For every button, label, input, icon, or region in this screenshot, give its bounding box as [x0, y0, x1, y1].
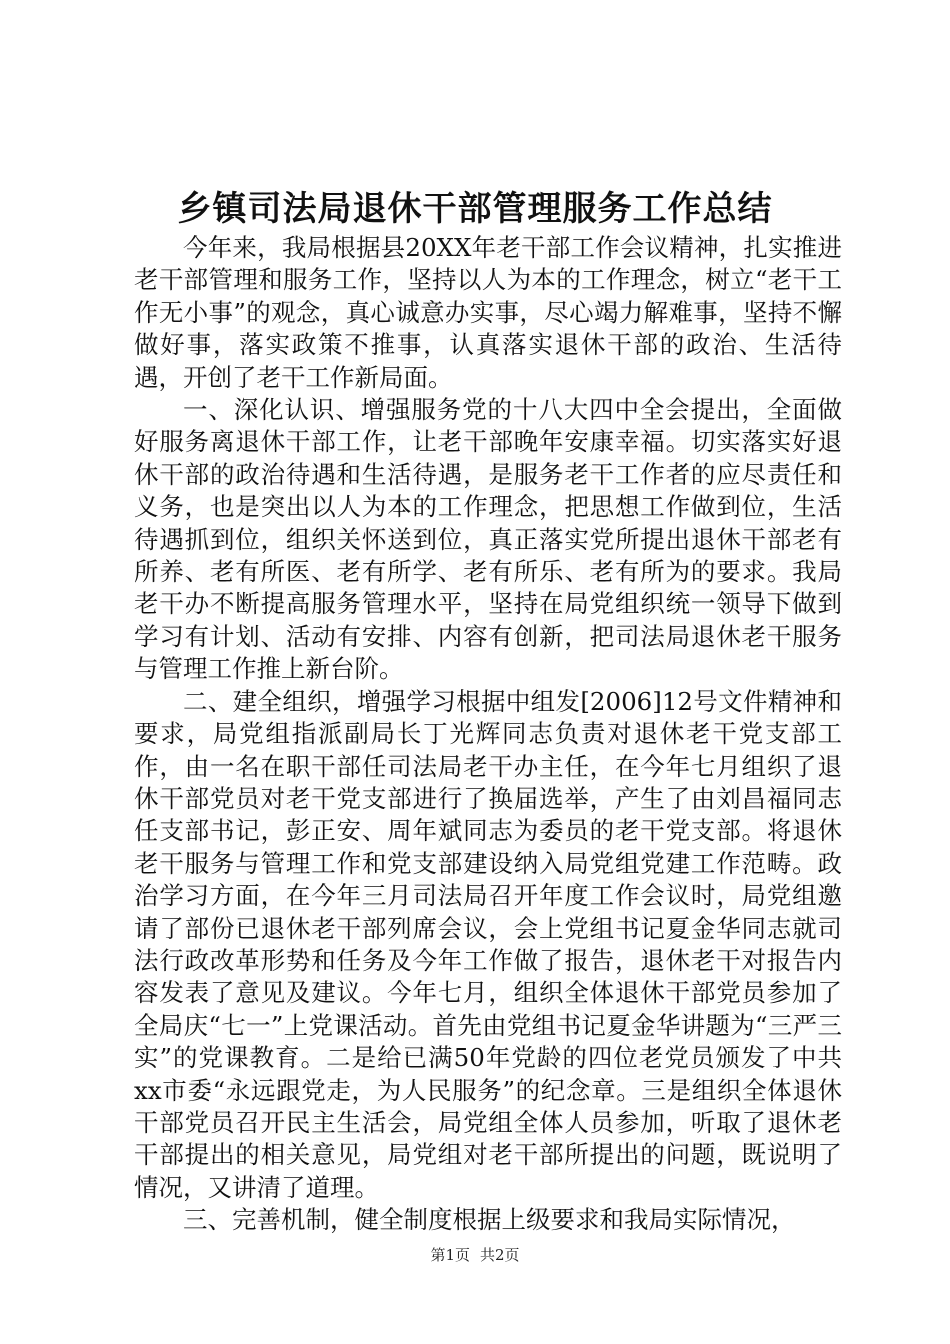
paragraph-intro: 今年来，我局根据县20XX年老干部工作会议精神，扎实推进老干部管理和服务工作，坚持以人为本的工作理念，树立“老干工作无小事”的观念，真心诚意办实事，尽心竭力解难事，坚持不懈做好事，落实政策不推事，认真落实退休干部的政治、生活待遇，开创了老干工作新局面。 [134, 233, 842, 392]
paragraph-section-three: 三、完善机制，健全制度根据上级要求和我局实际情况， [183, 1205, 796, 1235]
document-title: 乡镇司法局退休干部管理服务工作总结 [177, 189, 773, 229]
paragraph-section-one: 一、深化认识、增强服务党的十八大四中全会提出，全面做好服务离退休干部工作，让老干部晚年安康幸福。切实落实好退休干部的政治待遇和生活待遇，是服务老干工作者的应尽责任和义务，也是突出以人为本的工作理念，把思想工作做到位，生活待遇抓到位，组织关怀送到位，真正落实党所提出退休干部老有所养、老有所医、老有所学、老有所乐、老有所为的要求。我局老干办不断提高服务管理水平，坚持在局党组织统一领导下做到学习有计划、活动有安排、内容有创新，把司法局退休老干服务与管理工作推上新台阶。 [134, 395, 842, 684]
page-footer [0, 1244, 950, 1266]
paragraph-section-two: 二、建全组织，增强学习根据中组发[2006]12号文件精神和要求，局党组指派副局长丁光辉同志负责对退休老干党支部工作，由一名在职干部任司法局老干办主任，在今年七月组织了退休干部党员对老干党支部进行了换届选举，产生了由刘昌福同志任支部书记，彭正安、周年斌同志为委员的老干党支部。将退休老干服务与管理工作和党支部建设纳入局党组党建工作范畴。政治学习方面，在今年三月司法局召开年度工作会议时，局党组邀请了部份已退休老干部列席会议，会上党组书记夏金华同志就司法行政改革形势和任务及今年工作做了报告，退休老干对报告内容发表了意见及建议。今年七月，组织全体退休干部党员参加了全局庆“七一”上党课活动。首先由党组书记夏金华讲题为“三严三实”的党课教育。二是给已满50年党龄的四位老党员颁发了中共xx市委“永远跟党走，为人民服务”的纪念章。三是组织全体退休干部党员召开民主生活会，局党组全体人员参加，听取了退休老干部提出的相关意见，局党组对老干部所提出的问题，既说明了情况，又讲清了道理。 [134, 686, 842, 1202]
document-body [134, 232, 842, 1237]
page-number: 第1页 [430, 1246, 470, 1264]
page-total: 共2页 [480, 1246, 520, 1264]
